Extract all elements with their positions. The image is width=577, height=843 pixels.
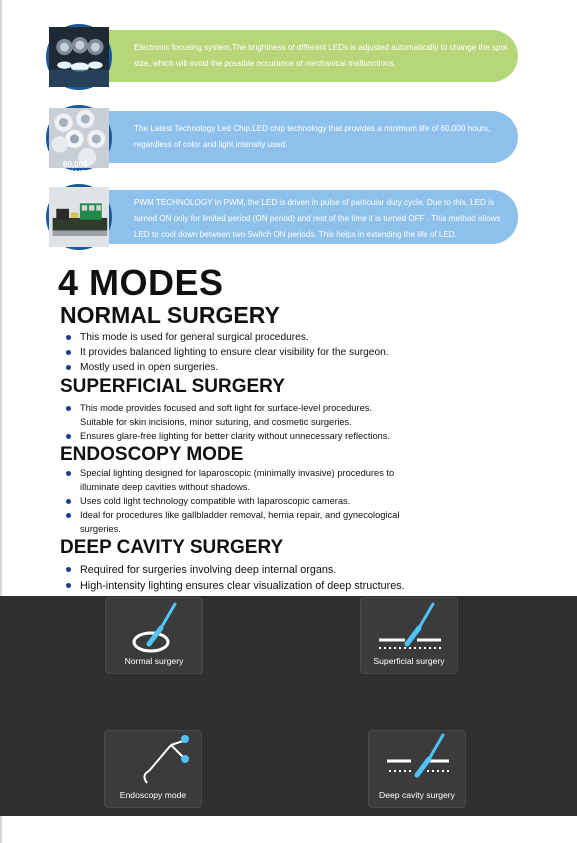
list-item: It provides balanced lighting to ensure clear visibility for the surgeon. <box>66 345 389 360</box>
list-item-text: This mode provides focused and soft light for surface-level procedures. <box>80 403 372 413</box>
mode-label: Endoscopy mode <box>119 790 187 800</box>
feature-text: PWM TECHNOLOGY In PWM, the LED is driven in pulse of particular duty cycle. Due to this, LED is turned ON only for limited period (ON period) and rest of the time it is turned OFF . This method allows LED to cool down between two Switch ON periods. This helps in extending the life of LED. <box>134 198 501 239</box>
modes-heading: 4 MODES <box>58 262 224 303</box>
list-item: Required for surgeries involving deep internal organs. <box>66 562 405 578</box>
feature-pwm-technology <box>46 186 518 256</box>
led-spotlight-icon <box>46 24 112 90</box>
section-title-deep-cavity-surgery: DEEP CAVITY SURGERY <box>60 537 284 558</box>
endoscopy-mode-list <box>66 466 399 536</box>
feature-text-pill <box>72 30 518 82</box>
superficial-surgery-button[interactable] <box>360 597 458 674</box>
mode-label: Superficial surgery <box>373 656 445 666</box>
mode-label: Normal surgery <box>124 656 184 666</box>
normal-surgery-button[interactable] <box>105 597 203 674</box>
section-title-endoscopy-mode: ENDOSCOPY MODE <box>60 444 244 465</box>
list-item <box>66 401 390 429</box>
hours-badge: 60,000 HOURS <box>63 160 92 178</box>
section-title-normal-surgery: NORMAL SURGERY <box>60 302 280 328</box>
feature-text-pill <box>72 111 518 163</box>
list-item: This mode is used for general surgical procedures. <box>66 330 389 345</box>
list-item: Mostly used in open surgeries. <box>66 360 389 375</box>
feature-text: Electronic focusing system,The brightness of different LEDs is adjusted automatically to change the spot size, which will avoid the possible occurance of mechanical malfunctions. <box>134 43 508 68</box>
list-item-text: Suitable for skin incisions, minor suturing, and cosmetic surgeries. <box>80 417 352 427</box>
feature-led-chip <box>46 107 518 177</box>
endoscopy-mode-button[interactable] <box>104 730 202 808</box>
list-item <box>66 508 399 536</box>
circuit-board-icon <box>46 184 112 250</box>
mode-selector-panel <box>0 596 577 816</box>
feature-text-pill <box>72 190 518 244</box>
scalpel-line-icon <box>369 598 449 656</box>
scalpel-circle-icon <box>119 598 189 656</box>
led-chip-icon <box>46 105 112 178</box>
list-item: High-intensity lighting ensures clear visualization of deep structures. <box>66 578 405 594</box>
list-item: Uses cold light technology compatible with laparoscopic cameras. <box>66 494 399 508</box>
mode-label: Deep cavity surgery <box>379 790 455 800</box>
normal-surgery-list <box>66 330 389 375</box>
section-title-superficial-surgery: SUPERFICIAL SURGERY <box>60 376 285 397</box>
endoscope-icon <box>113 731 193 791</box>
scalpel-deep-icon <box>377 731 457 791</box>
feature-electronic-focusing <box>46 26 518 96</box>
list-item: Ensures glare-free lighting for better clarity without unnecessary reflections. <box>66 429 390 443</box>
deep-cavity-surgery-button[interactable] <box>368 730 466 808</box>
list-item-text: illuminate deep cavities without shadows. <box>80 482 251 492</box>
list-item <box>66 466 399 494</box>
deep-cavity-surgery-list <box>66 562 405 594</box>
list-item-text: surgeries. <box>80 524 121 534</box>
list-item-text: Ideal for procedures like gallbladder removal, hernia repair, and gynecological <box>80 510 400 520</box>
list-item-text: Special lighting designed for laparoscopic (minimally invasive) procedures to <box>80 468 395 478</box>
superficial-surgery-list <box>66 401 390 443</box>
feature-text: The Latest Technology Led Chip,LED chip technology that provides a minimum life of 60,000 hours, regardless of color and light intensity used. <box>134 124 491 149</box>
